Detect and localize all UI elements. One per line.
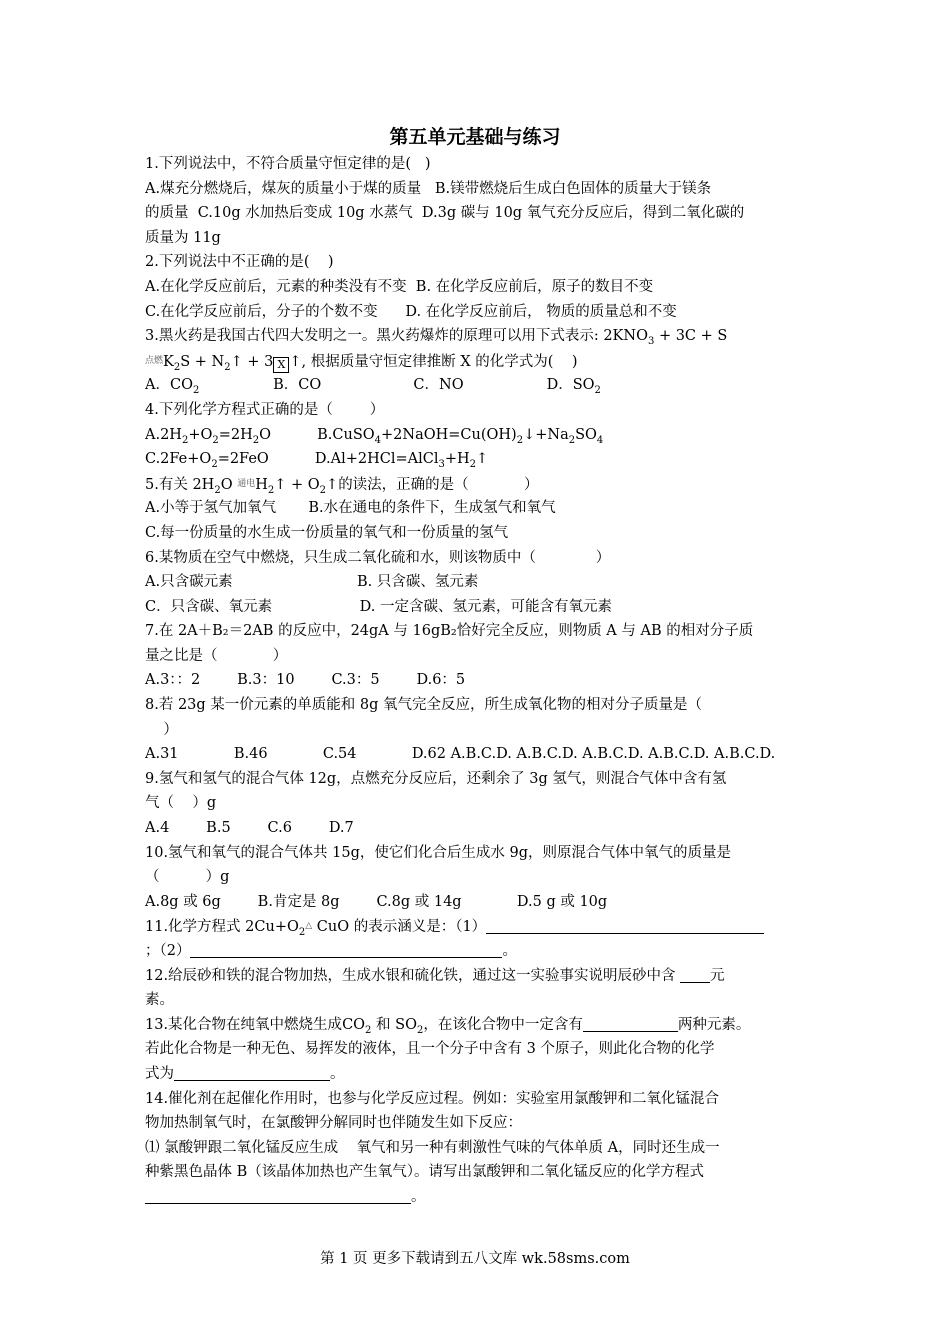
q1-line: A.煤充分燃烧后，煤灰的质量小于煤的质量 B.镁带燃烧后生成白色固体的质量大于镁条 [145,180,712,197]
q8-options: A.31 B.46 C.54 D.62 A.B.C.D. A.B.C.D. A.B.C.D. A.B.C.D. A.B.C.D. [145,746,776,763]
answer-blank[interactable] [486,919,764,934]
q9-stem: 9.氢气和氢气的混合气体 12g，点燃充分反应后，还剩余了 3g 氢气，则混合气体中含有氢 [145,770,727,787]
q5-condition: 通电 [237,478,256,489]
question-list [145,152,810,1210]
answer-blank[interactable] [174,1066,330,1081]
q6-options-cd: C．只含碳、氧元素 D. 一定含碳、氢元素，可能含有氧元素 [145,598,612,615]
q3-equation: $^{点燃}K_2S$ + $N_2↑ + 3$ X ↑, 根据质量守恒定律推断 X 的化学式为( ) [145,353,578,373]
q4-options-ab: $A.2H_2+O_2=2H_2O$ $B.CuSO_4+2NaOH=Cu(OH)_2↓+Na_2SO_4$ [145,426,604,446]
q7-stem-cont: 量之比是（ ） [145,647,288,664]
q14-answer-line: 。 [145,1185,810,1210]
q13-cont: 若此化合物是一种无色、易挥发的液体，且一个分子中含有 3 个原子，则此化合物的化学 [145,1041,715,1058]
q11-cont: ；（2） 。 [145,943,517,959]
q2-options-cd: C.在化学反应前后，分子的个数不变 D. 在化学反应前后， 物质的质量总和不变 [145,303,677,320]
q4-stem: 4.下列化学方程式正确的是（ ） [145,401,385,418]
q1-stem: 1.下列说法中，不符合质量守恒定律的是( ) [145,156,431,172]
q4-options-cd: $C.2Fe+O_2=2FeO$ $D.Al+2HCl=AlCl_3+H_2↑$ [145,451,489,471]
q14-part1: ⑴ 氯酸钾跟二氧化锰反应生成 氧气和另一种有刺激性气味的气体单质 A，同时还生成一 [145,1139,720,1156]
q6-options-ab: A.只含碳元素 B. 只含碳、氢元素 [145,574,479,591]
q12-cont: 素。 [145,992,174,1009]
answer-blank[interactable] [145,1189,411,1204]
q11-stem: 11.化学方程式 $2Cu+O_2^\triangle$ CuO 的表示涵义是：（1） [145,914,810,939]
q9-options: A.4 B.5 C.6 D.7 [145,820,354,837]
q14-cont: 物加热制氧气时，在氯酸钾分解同时也伴随发生如下反应： [145,1115,522,1132]
answer-blank[interactable] [583,1017,678,1032]
q1-line: 质量为 11g [145,229,221,246]
q5-options-ab: A.小等于氢气加氧气 B.水在通电的条件下，生成氢气和氧气 [145,500,556,517]
q5-option-c: C.每一份质量的水生成一份质量的氧气和一份质量的氢气 [145,524,509,541]
q5-stem: 5.有关 $2H_2O$ $^{通电}H_2↑$ + $O_2↑$的读法，正确的是（ ） [145,476,539,496]
q3-condition: 点燃 [145,355,164,366]
q14-part1-cont: 种紫黑色晶体 B（该晶体加热也产生氧气）。请写出氯酸钾和二氧化锰反应的化学方程式 [145,1164,705,1181]
q8-stem: 8.若 23g 某一价元素的单质能和 8g 氧气完全反应，所生成氧化物的相对分子质量是（ [145,697,703,714]
q8-stem-cont: ） [145,721,178,738]
q12-stem: 12.给辰砂和铁的混合物加热，生成水银和硫化铁，通过这一实验事实说明辰砂中含 元 [145,967,725,984]
q2-options-ab: A.在化学反应前后，元素的种类没有不变 B. 在化学反应前后，原子的数目不变 [145,278,654,295]
q7-options: A.3：：2 B.3：10 C.3：5 D.6：5 [145,672,466,689]
q11-condition: △ [305,921,313,932]
page-footer: 第 1 页 更多下载请到五八文库 wk.58sms.com [320,1251,630,1267]
unknown-x-box: X [273,357,289,373]
answer-blank[interactable] [190,943,502,958]
q13-stem: 13.某化合物在纯氧中燃烧生成$CO_2$ 和 $SO_2$，在该化合物中一定含有 两种元素。 [145,1016,751,1036]
q14-stem: 14.催化剂在起催化作用时，也参与化学反应过程。例如：实验室用氯酸钾和二氧化锰混合 [145,1090,720,1107]
q13-cont: 式为 。 [145,1065,345,1082]
q9-stem-cont: 气（ ）g [145,795,217,812]
q10-options: A.8g 或 6g B.肯定是 8g C.8g 或 14g D.5 g 或 10g [145,893,608,910]
page-title: 第五单元基础与练习 [389,126,561,148]
q10-stem-cont: （ ）g [145,869,230,886]
q1-line: 的质量 C.10g 水加热后变成 10g 水蒸气 D.3g 碳与 10g 氧气充分反应后，得到二氧化碳的 [145,205,745,222]
q3-options: A．$CO_2$ B．CO C．NO D．$SO_2$ [145,377,601,397]
q6-stem: 6.某物质在空气中燃烧，只生成二氧化硫和水，则该物质中（ ） [145,549,611,566]
q10-stem: 10.氢气和氧气的混合气体共 15g，使它们化合后生成水 9g，则原混合气体中氧气的质量是 [145,844,732,861]
q2-stem: 2.下列说法中不正确的是( ) [145,254,334,271]
q3-stem: 3.黑火药是我国古代四大发明之一。黑火药爆炸的原理可以用下式表示: $2KNO_3 + 3C + S$ [145,328,728,348]
answer-blank[interactable] [680,968,710,983]
q7-stem: 7.在 2A＋B₂＝2AB 的反应中，24gA 与 16gB₂恰好完全反应，则物质 A 与 AB 的相对分子质 [145,623,754,640]
